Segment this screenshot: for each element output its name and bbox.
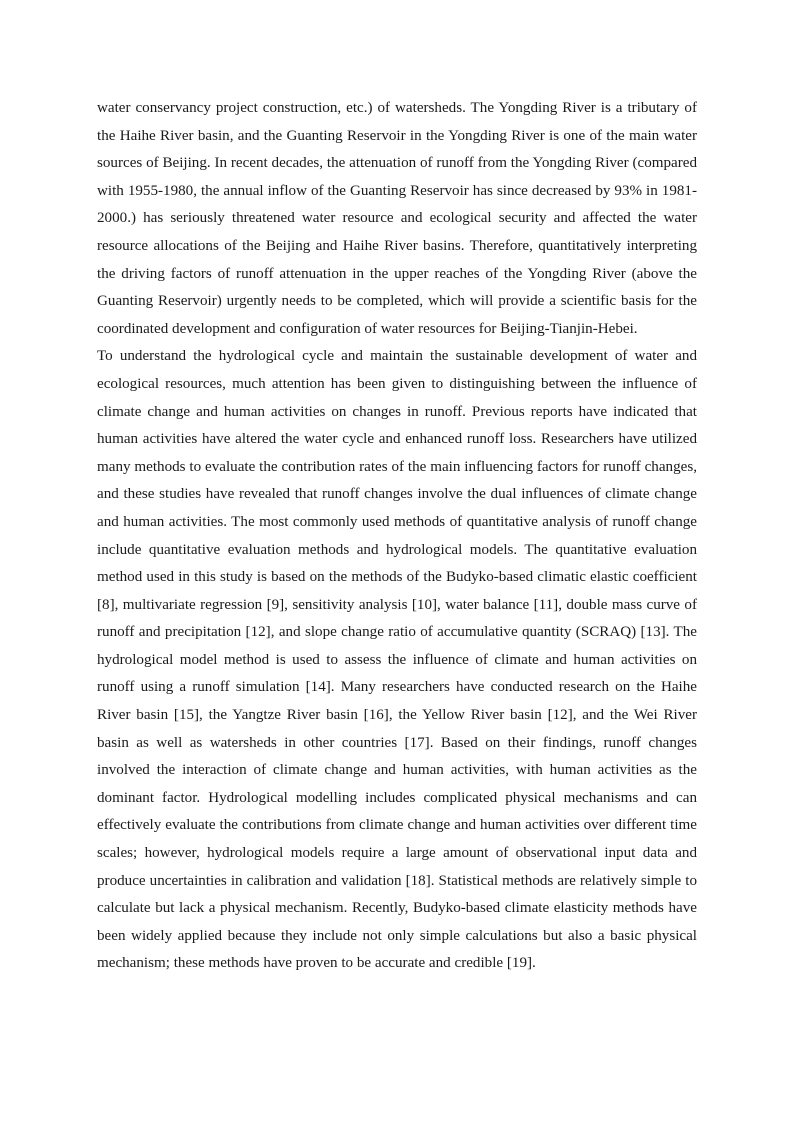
- body-paragraph-1: water conservancy project construction, etc.) of watersheds. The Yongding River is a tributary of the Haihe River basin, and the Guanting Reservoir in the Yongding River is one of the main water sources of Beijing. In recent decades, the attenuation of runoff from the Yongding River (compared with 1955-1980, the annual inflow of the Guanting Reservoir has since decreased by 93% in 1981-2000.) has seriously threatened water resource and ecological security and affected the water resource allocations of the Beijing and Haihe River basins. Therefore, quantitatively interpreting the driving factors of runoff attenuation in the upper reaches of the Yongding River (above the Guanting Reservoir) urgently needs to be completed, which will provide a scientific basis for the coordinated development and configuration of water resources for Beijing-Tianjin-Hebei.: [97, 100, 697, 337]
- body-paragraph-2: To understand the hydrological cycle and maintain the sustainable development of water and ecological resources, much attention has been given to distinguishing between the influence of climate change and human activities on changes in runoff. Previous reports have indicated that human activities have altered the water cycle and enhanced runoff loss. Researchers have utilized many methods to evaluate the contribution rates of the main influencing factors for runoff changes, and these studies have revealed that runoff changes involve the dual influences of climate change and human activities. The most commonly used methods of quantitative analysis of runoff change include quantitative evaluation methods and hydrological models. The quantitative evaluation method used in this study is based on the methods of the Budyko-based climatic elastic coefficient [8], multivariate regression [9], sensitivity analysis [10], water balance [11], double mass curve of runoff and precipitation [12], and slope change ratio of accumulative quantity (SCRAQ) [13]. The hydrological model method is used to assess the influence of climate and human activities on runoff using a runoff simulation [14]. Many researchers have conducted research on the Haihe River basin [15], the Yangtze River basin [16], the Yellow River basin [12], and the Wei River basin as well as watersheds in other countries [17]. Based on their findings, runoff changes involved the interaction of climate change and human activities, with human activities as the dominant factor. Hydrological modelling includes complicated physical mechanisms and can effectively evaluate the contributions from climate change and human activities over different time scales; however, hydrological models require a large amount of observational input data and produce uncertainties in calibration and validation [18]. Statistical methods are relatively simple to calculate but lack a physical mechanism. Recently, Budyko-based climate elasticity methods have been widely applied because they include not only simple calculations but also a basic physical mechanism; these methods have proven to be accurate and credible [19].: [97, 348, 697, 972]
- document-page: [97, 95, 697, 978]
